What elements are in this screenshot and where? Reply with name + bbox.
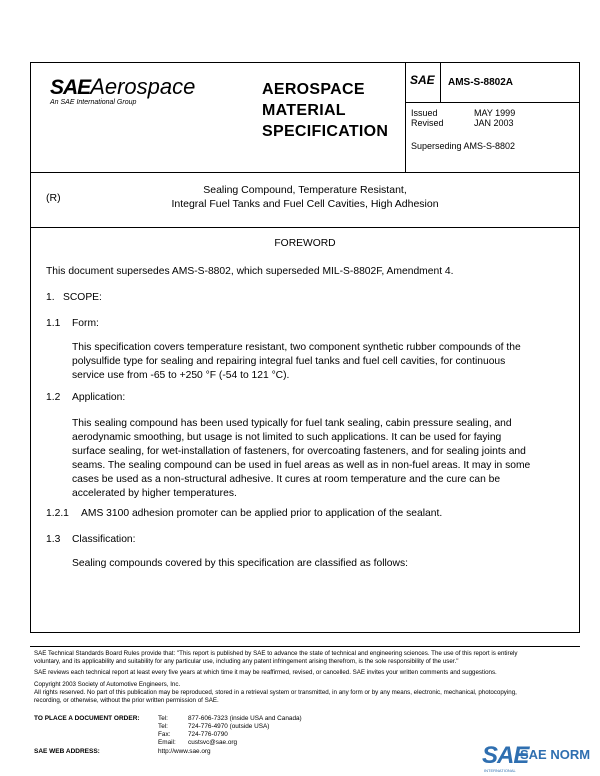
footer-legal [34,650,579,705]
section-1-3-number: 1.3 [46,534,61,545]
subject-line-1: Sealing Compound, Temperature Resistant, [203,184,407,196]
revision-mark: (R) [46,192,61,204]
web-label: SAE WEB ADDRESS: [34,748,100,755]
section-1-2-line: seams. The sealing compound can be used in fuel areas as well as in non-fuel areas. It may in some [72,460,531,471]
watermark-subtext: INTERNATIONAL [484,768,516,773]
docnum-box-bottom [405,102,580,103]
review-line: SAE reviews each technical report at least every five years at which time it may be reaffirmed, revised, or cancelled. SAE invites your written comments and suggestions. [34,669,497,677]
sae-aerospace-logo [50,74,195,100]
web-address-link[interactable]: http://www.sae.org [158,748,211,755]
logo-sae-text: SAE [50,76,91,99]
subject-line-2: Integral Fuel Tanks and Fuel Cell Cavities, High Adhesion [171,198,439,210]
sae-mark-logo: SAE [410,73,435,87]
logo-aerospace-text: Aerospace [90,74,196,99]
section-1-1-number: 1.1 [46,318,61,329]
document-title [262,79,388,142]
section-1-3-title: Classification: [72,534,136,545]
sae-norm-watermark [482,742,598,774]
board-rules-line: SAE Technical Standards Board Rules provide that: "This report is published by SAE to advance the state of technical and engineering sciences. The use of this report is entirely [34,650,518,657]
contact-row: Fax: 724-776-0790 [158,731,228,738]
contact-value: 877-606-7323 (inside USA and Canada) [188,715,302,722]
footer-divider [30,646,580,647]
watermark-norm-text: SAE NORM [520,747,591,762]
section-1-2-line: accelerated by higher temperatures. [72,488,237,499]
section-1-2-line: This sealing compound has been used typically for fuel tank sealing, cabin pressure sealing, and [72,418,512,429]
section-1-1-line: service use from -65 to +250 °F (-54 to 121 °C). [72,370,290,381]
contact-list [158,715,302,747]
section-1-2-line: surface sealing, for wet-installation of fasteners, for overcoating fasteners, and for sealing joints and [72,446,526,457]
section-1-1-line: polysulfide type for sealing and repairing integral fuel tanks and fuel cell cavities, for continuous [72,356,506,367]
copyright-line: Copyright 2003 Society of Automotive Engineers, Inc. [34,680,181,688]
contact-value: 724-776-4970 (outside USA) [188,723,270,730]
header-divider [30,172,580,173]
section-1-2-title: Application: [72,392,126,403]
copyright-line: recording, or otherwise, without the prior written permission of SAE. [34,697,219,705]
section-1-1-paragraph [72,341,521,383]
section-1-2-1-text: AMS 3100 adhesion promoter can be applied prior to application of the sealant. [81,508,443,519]
section-1-2-line: cases be used as a non-structural adhesive. It cures at room temperature and the cure can be [72,474,501,485]
section-1-title: SCOPE: [63,292,102,303]
section-1-2-1-number: 1.2.1 [46,508,69,519]
section-1-2-line: aerodynamic smoothing, but usage is not limited to such applications. It can be used for faying [72,432,502,443]
document-number: AMS-S-8802A [448,77,514,88]
contact-value: 724-776-0790 [188,731,228,738]
title-line-3: SPECIFICATION [262,123,389,140]
docnum-box-divider [440,62,441,102]
board-rules-line: voluntary, and its applicability and suitability for any particular use, including any patent infringement arising therefrom, is the sole responsibility of the user." [34,658,459,666]
title-line-2: MATERIAL [262,102,346,119]
watermark-sae-logo: SAE [482,742,529,769]
revised-date: JAN 2003 [474,118,514,128]
section-1-2-paragraph [72,417,530,501]
contact-row: Email: custsvc@sae.org [158,739,238,746]
section-1-3-text: Sealing compounds covered by this specification are classified as follows: [72,558,408,569]
logo-subtitle: An SAE International Group [50,99,137,106]
foreword-heading: FOREWORD [274,238,336,249]
order-label: TO PLACE A DOCUMENT ORDER: [34,715,140,722]
section-1-1-line: This specification covers temperature resistant, two component synthetic rubber compounds of the [72,342,521,353]
email-link[interactable]: custsvc@sae.org [188,739,238,746]
contact-row: Tel: 877-606-7323 (inside USA and Canada) [158,715,302,722]
title-line-1: AEROSPACE [262,81,365,98]
copyright-line: All rights reserved. No part of this publication may be reproduced, stored in a retrieval system or transmitted, in any form or by any means, electronic, mechanical, photocopying, [34,688,517,696]
superseding-note: Superseding AMS-S-8802 [411,141,516,151]
foreword-text: This document supersedes AMS-S-8802, which superseded MIL-S-8802F, Amendment 4. [46,266,454,277]
section-1-number: 1. [46,292,55,303]
header-vertical-divider [405,62,406,172]
issued-date: MAY 1999 [474,108,516,118]
issued-label: Issued [411,108,438,118]
section-1-2-number: 1.2 [46,392,61,403]
section-1-1-title: Form: [72,318,99,329]
subject-divider [30,227,580,228]
revised-label: Revised [411,118,444,128]
contact-row: Tel: 724-776-4970 (outside USA) [158,723,270,730]
document-subject [30,183,580,211]
